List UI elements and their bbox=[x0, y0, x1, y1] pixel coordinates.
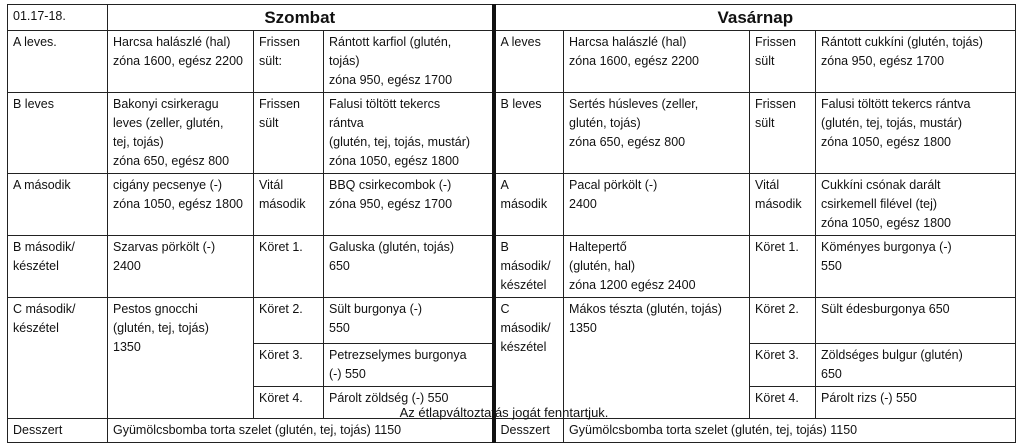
side-dish-cell: Rántott cukkíni (glutén, tojás) zóna 950, egész 1700 bbox=[816, 31, 1016, 93]
course-label: B második/ készétel bbox=[494, 236, 564, 298]
dish-cell: Szarvas pörkölt (-) 2400 bbox=[108, 236, 254, 298]
side-dish-cell: Zöldséges bulgur (glutén) 650 bbox=[816, 344, 1016, 387]
side-label: Frissen sült bbox=[254, 93, 324, 174]
dish-cell: Pestos gnocchi (glutén, tej, tojás) 1350 bbox=[108, 298, 254, 419]
side-label: Vitál második bbox=[750, 174, 816, 236]
side-dish-cell: Falusi töltött tekercs rántva (glutén, tej, tojás, mustár) zóna 1050, egész 1800 bbox=[816, 93, 1016, 174]
side-dish-cell: Sült burgonya (-) 550 bbox=[324, 298, 494, 344]
course-label: B leves bbox=[494, 93, 564, 174]
side-dish-cell: Falusi töltött tekercs rántva (glutén, tej, tojás, mustár) zóna 1050, egész 1800 bbox=[324, 93, 494, 174]
side-label: Köret 2. bbox=[750, 298, 816, 344]
side-label: Frissen sült: bbox=[254, 31, 324, 93]
dish-cell: Harcsa halászlé (hal) zóna 1600, egész 2200 bbox=[564, 31, 750, 93]
course-label: C második/ készétel bbox=[8, 298, 108, 419]
menu-row bbox=[8, 298, 1016, 344]
side-label: Köret 1. bbox=[254, 236, 324, 298]
side-dish-cell: Sült édesburgonya 650 bbox=[816, 298, 1016, 344]
footer-note: Az étlapváltoztatás jogát fenntartjuk. bbox=[399, 405, 609, 420]
side-dish-cell: Cukkíni csónak darált csirkemell filével (tej) zóna 1050, egész 1800 bbox=[816, 174, 1016, 236]
dish-cell: cigány pecsenye (-) zóna 1050, egész 1800 bbox=[108, 174, 254, 236]
date-cell: 01.17-18. bbox=[8, 5, 108, 31]
menu-row bbox=[8, 93, 1016, 174]
side-dish-cell: Galuska (glutén, tojás) 650 bbox=[324, 236, 494, 298]
side-label: Köret 4. bbox=[750, 387, 816, 419]
side-dish-cell: Petrezselymes burgonya (-) 550 bbox=[324, 344, 494, 387]
menu-row bbox=[8, 236, 1016, 298]
dish-cell: Bakonyi csirkeragu leves (zeller, glutén, tej, tojás) zóna 650, egész 800 bbox=[108, 93, 254, 174]
side-label: Köret 2. bbox=[254, 298, 324, 344]
course-label: A második bbox=[8, 174, 108, 236]
side-dish-cell: BBQ csirkecombok (-) zóna 950, egész 1700 bbox=[324, 174, 494, 236]
side-label: Köret 1. bbox=[750, 236, 816, 298]
saturday-title: Szombat bbox=[108, 5, 494, 31]
side-label: Köret 3. bbox=[750, 344, 816, 387]
menu-row bbox=[8, 174, 1016, 236]
side-label: Frissen sült bbox=[750, 93, 816, 174]
course-label: A leves. bbox=[8, 31, 108, 93]
course-label: A második bbox=[494, 174, 564, 236]
menu-body bbox=[8, 31, 1016, 443]
side-dish-cell: Köményes burgonya (-) 550 bbox=[816, 236, 1016, 298]
side-dish-cell: Párolt rizs (-) 550 bbox=[816, 387, 1016, 419]
header-row bbox=[8, 5, 1016, 31]
side-label: Frissen sült bbox=[750, 31, 816, 93]
dish-cell: Mákos tészta (glutén, tojás) 1350 bbox=[564, 298, 750, 419]
course-label: B második/ készétel bbox=[8, 236, 108, 298]
dessert-cell: Gyümölcsbomba torta szelet (glutén, tej, tojás) 1150 bbox=[564, 419, 1016, 443]
dessert-row bbox=[8, 419, 1016, 443]
dish-cell: Pacal pörkölt (-) 2400 bbox=[564, 174, 750, 236]
menu-row bbox=[8, 31, 1016, 93]
side-label: Köret 4. bbox=[254, 387, 324, 419]
course-label: C második/ készétel bbox=[494, 298, 564, 419]
course-label: B leves bbox=[8, 93, 108, 174]
side-dish-cell: Párolt zöldség (-) 550 bbox=[324, 387, 494, 419]
side-label: Vitál második bbox=[254, 174, 324, 236]
sunday-title: Vasárnap bbox=[494, 5, 1016, 31]
side-dish-cell: Rántott karfiol (glutén, tojás) zóna 950, egész 1700 bbox=[324, 31, 494, 93]
course-label: A leves bbox=[494, 31, 564, 93]
menu-table bbox=[7, 4, 1016, 443]
menu-document bbox=[7, 4, 1015, 443]
dish-cell: Sertés húsleves (zeller, glutén, tojás) zóna 650, egész 800 bbox=[564, 93, 750, 174]
dish-cell: Haltepertő (glutén, hal) zóna 1200 egész 2400 bbox=[564, 236, 750, 298]
course-label: Desszert bbox=[8, 419, 108, 443]
side-label: Köret 3. bbox=[254, 344, 324, 387]
dessert-cell: Gyümölcsbomba torta szelet (glutén, tej, tojás) 1150 bbox=[108, 419, 494, 443]
dish-cell: Harcsa halászlé (hal) zóna 1600, egész 2200 bbox=[108, 31, 254, 93]
course-label: Desszert bbox=[494, 419, 564, 443]
